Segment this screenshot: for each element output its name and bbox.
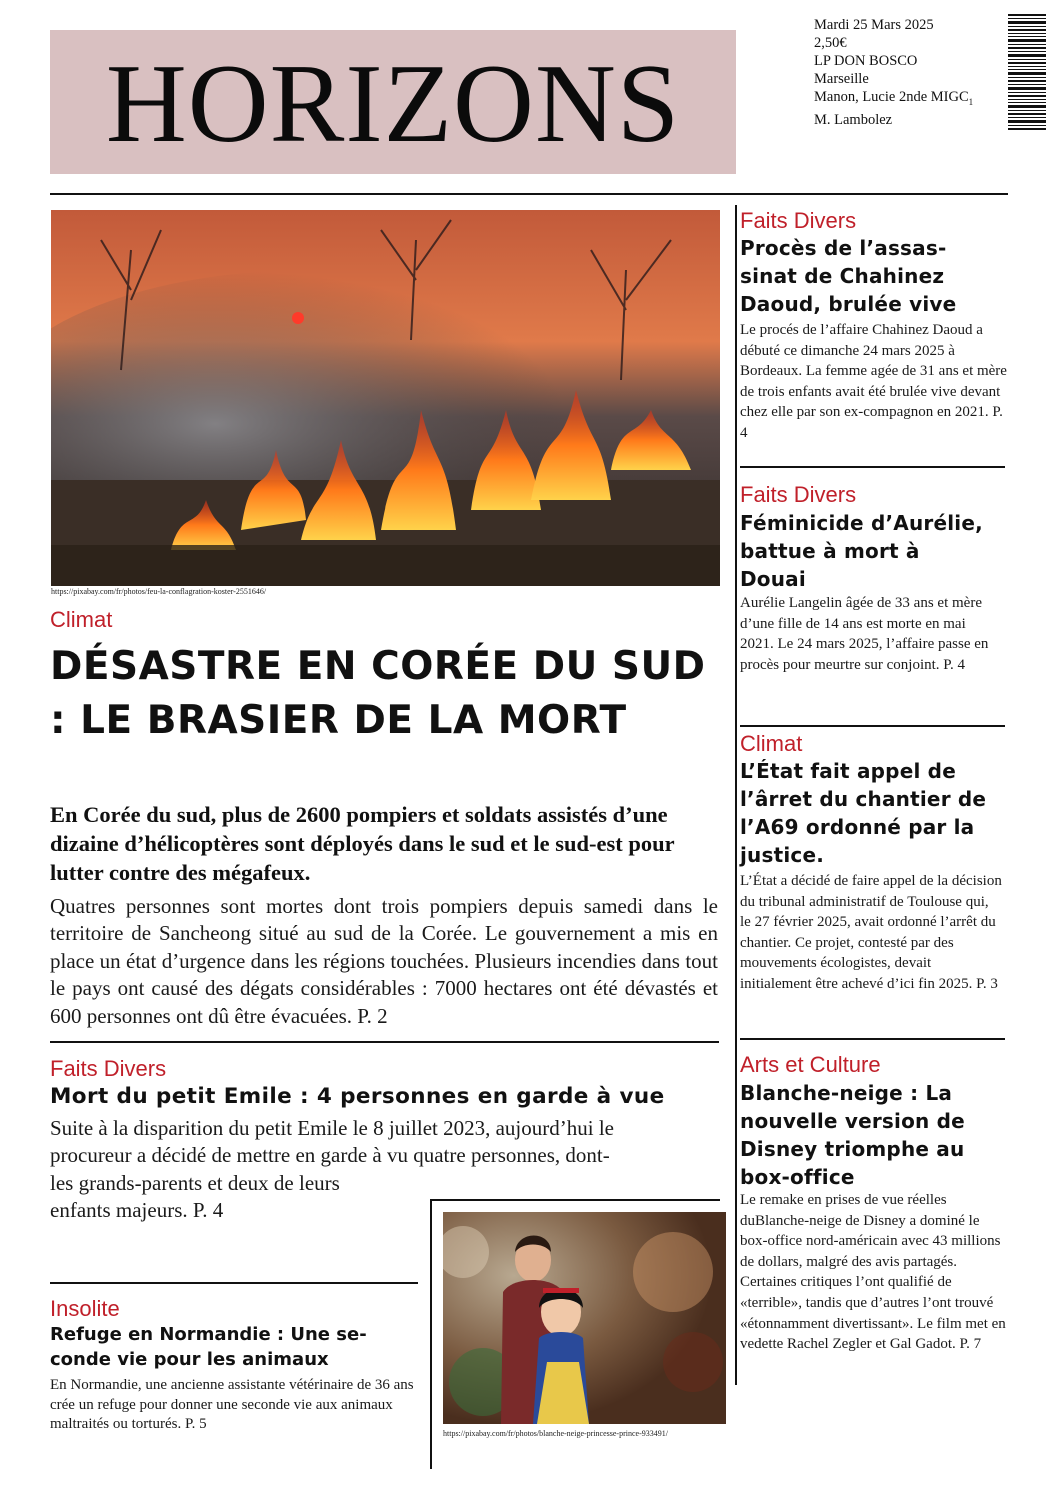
sidebar-headline-line: box-office	[740, 1165, 855, 1189]
sidebar-3-rule	[740, 1038, 1005, 1040]
emile-body-line: Suite à la disparition du petit Emile le 8 juillet 2023, aujourd’hui le	[50, 1116, 614, 1140]
sidebar-headline-line: L’État fait appel de	[740, 759, 956, 783]
sidebar-headline-line: Féminicide d’Aurélie,	[740, 511, 983, 535]
sidebar-headline-line: sinat de Chahinez	[740, 264, 945, 288]
teacher-name: M. Lambolez	[814, 111, 893, 128]
masthead	[50, 30, 736, 174]
sidebar-2-body: Aurélie Langelin âgée de 33 ans et mère d’une fille de 14 ans est morte en mai 2021. Le 24 mars 2025, l’affaire passe en procès pour meurtre sur conjoint. P. 4	[740, 595, 989, 673]
emile-body	[50, 1115, 614, 1225]
sidebar-4-body: Le remake en prises de vue réelles duBlanche-neige de Disney a dominé le box-office nord-américain avec 43 millions de dollars, malgré des avis partagés. Certaines critiques l’ont qualifié de «terrible», tandis que d’autres l’ont trouvé «étonnamment divertissant». Le film met en vedette Rachel Zegler et Gal Gadot. P. 7	[740, 1192, 1006, 1353]
sidebar-headline-line: Procès de l’assas-	[740, 236, 947, 260]
sidebar-headline-line: Disney triomphe au	[740, 1137, 965, 1161]
lead-standfirst: En Corée du sud, plus de 2600 pompiers et soldats assistés d’une dizaine d’hélicoptères sont déployés dans le sud et le sud-est pour lutter contre des mégafeux.	[50, 802, 675, 885]
lead-headline: DÉSASTRE EN CORÉE DU SUD : LE BRASIER DE LA MORT	[50, 644, 706, 743]
sidebar-1-body: Le procés de l’affaire Chahinez Daoud a débuté ce dimanche 24 mars 2025 à Bordeaux. La femme agée de 31 ans et mère de trois enfants avait été brulée vive devant chez elle par son ex-compagnon en 2021. P. 4	[740, 322, 1007, 441]
sidebar-2-headline	[740, 509, 983, 593]
authors-subscript: 1	[968, 96, 974, 107]
snow-white-figurine-photo-icon	[443, 1212, 726, 1424]
photo-box-left-rule	[430, 1199, 432, 1469]
sidebar-headline-line: Douai	[740, 567, 806, 591]
refuge-rule	[50, 1282, 418, 1284]
sidebar-3-body: L’État a décidé de faire appel de la décision du tribunal administratif de Toulouse qui, le 27 février 2025, avait ordonné l’arrêt du chantier. Ce projet, contesté par des mouvements écologistes, devait initialement être achevé d’ici fin 2025. P. 3	[740, 873, 1002, 992]
emile-section-label: Faits Divers	[50, 1056, 167, 1081]
masthead-rule	[50, 193, 1008, 195]
sidebar-headline-line: justice.	[740, 843, 825, 867]
city-name: Marseille	[814, 71, 869, 87]
photo-box-top-rule	[430, 1199, 720, 1201]
refuge-headline-line: conde vie pour les animaux	[50, 1349, 329, 1370]
sidebar-2-section-label: Faits Divers	[740, 482, 857, 507]
lead-section-label: Climat	[50, 607, 113, 632]
issue-price: 2,50€	[814, 35, 847, 51]
emile-body-line: enfants majeurs. P. 4	[50, 1198, 224, 1223]
sidebar-1-section-label: Faits Divers	[740, 208, 857, 233]
barcode-icon	[1008, 14, 1046, 130]
sidebar-4-headline	[740, 1079, 965, 1191]
authors: Manon, Lucie 2nde $MIGC_1$	[814, 89, 974, 107]
sidebar-headline-line: battue à mort à	[740, 539, 920, 563]
issue-date: Mardi 25 Mars 2025	[814, 17, 934, 33]
newspaper-title: HORIZONS	[105, 42, 681, 166]
refuge-body: En Normandie, une ancienne assistante vétérinaire de 36 ans crée un refuge pour donner une seconde vie aux animaux maltraités ou torturés. P. 5	[50, 1377, 414, 1432]
sidebar-4-section-label: Arts et Culture	[740, 1052, 881, 1077]
sidebar-headline-line: l’ârret du chantier de	[740, 787, 987, 811]
sidebar-1-rule	[740, 466, 1005, 468]
issue-meta	[814, 16, 973, 129]
refuge-section-label: Insolite	[50, 1296, 120, 1321]
sidebar-3-headline	[740, 757, 986, 869]
sidebar-headline-line: Blanche-neige : La	[740, 1081, 953, 1105]
emile-headline: Mort du petit Emile : 4 personnes en garde à vue	[50, 1084, 665, 1109]
sidebar-divider	[735, 205, 737, 1385]
sidebar-headline-line: Daoud, brulée vive	[740, 292, 957, 316]
sidebar-3-section-label: Climat	[740, 731, 803, 756]
sidebar-2-rule	[740, 725, 1005, 727]
snow-photo-credit: https://pixabay.com/fr/photos/blanche-neige-princesse-prince-933491/	[443, 1429, 668, 1438]
emile-body-line: les grands-parents et deux de leurs	[50, 1170, 340, 1195]
emile-body-line: procureur a décidé de mettre en garde à vu quatre personnes, dont-	[50, 1143, 610, 1168]
sidebar-1-headline	[740, 234, 956, 318]
lead-body: Quatres personnes sont mortes dont trois pompiers depuis samedi dans le territoire de Sancheong situé au sud de la Corée. Le gouvernement a mis en place un état d’urgence dans les régions touchées. Plusieurs incendies dans tout le pays ont causé des dégats considérables : 7000 hectares ont été dévastés et 600 personnes ont dû être évacuées. P. 2	[50, 894, 718, 1028]
refuge-headline-line: Refuge en Normandie : Une se-	[50, 1324, 367, 1345]
sidebar-headline-line: nouvelle version de	[740, 1109, 965, 1133]
image-credit: https://pixabay.com/fr/photos/feu-la-conflagration-koster-2551646/	[51, 587, 267, 596]
wildfire-photo-icon	[51, 210, 720, 586]
lead-rule	[50, 1041, 719, 1043]
refuge-headline	[50, 1322, 367, 1372]
school-name: LP DON BOSCO	[814, 53, 918, 69]
sidebar-headline-line: l’A69 ordonné par la	[740, 815, 975, 839]
